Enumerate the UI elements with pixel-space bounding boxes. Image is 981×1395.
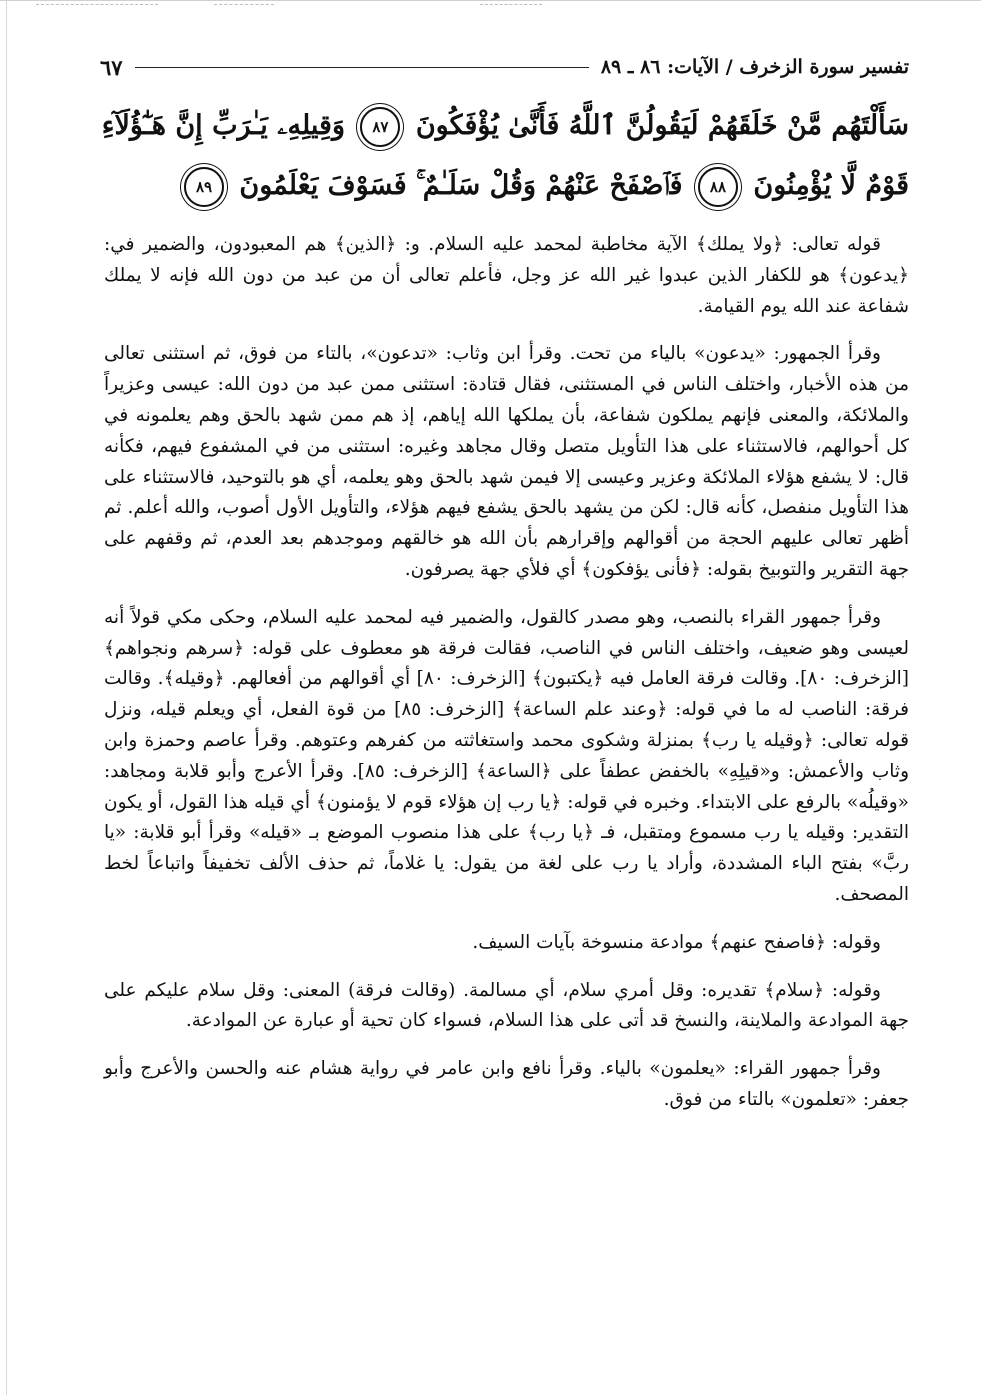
ayah-number-87: ٨٧ <box>360 107 400 147</box>
paragraph-1: قوله تعالى: ﴿ولا يملك﴾ الآية مخاطبة لمحمد عليه السلام. و: ﴿الذين﴾ هم المعبودون، والضمير في: ﴿يدعون﴾ هو للكفار الذين عبدوا غير الله عز وجل، فأعلم تعالى أن من عبد من دون الله فإنه لا يملك شفاعة عند الله يوم القيامة. <box>104 234 909 317</box>
paragraph-2: وقرأ الجمهور: «يدعون» بالياء من تحت. وقرأ ابن وثاب: «تدعون»، بالتاء من فوق، ثم استثنى تعالى من هذه الأخبار، واختلف الناس في المستثنى، فقال قتادة: استثنى ممن عبد من دون الله: عيسى وعزيراً والملائكة، والمعنى فإنهم يملكون شفاعة، بأن يملكها الله إياهم، إذ هم ممن شهد بالحق وهم يعلمونه في كل أحوالهم، فالاستثناء على هذا التأويل متصل وقال مجاهد وغيره: استثنى من في المشفوع فيهم، فكأنه قال: لا يشفع هؤلاء الملائكة وعزير وعيسى إلا فيمن شهد بالحق وهو يعلمه، أي هو بالتوحيد، فالاستثناء على هذا التأويل منفصل، كأنه قال: لكن من يشهد بالحق يشفع فيهم هؤلاء، والتأويل الأول أصوب، والله أعلم. ثم أظهر تعالى عليهم الحجة من أقوالهم وإقرارهم بأن الله هو خالقهم وموجدهم بعد العدم، ثم وقفهم على جهة التقرير والتوبيخ بقوله: ﴿فأنى يؤفكون﴾ أي فلأي جهة يصرفون. <box>104 343 909 580</box>
quran-verses <box>96 96 909 216</box>
header-title: تفسير سورة الزخرف / الآيات: ٨٦ ـ ٨٩ <box>600 56 909 78</box>
scan-top-edge <box>0 0 981 1</box>
paragraph-4: وقوله: ﴿فاصفح عنهم﴾ موادعة منسوخة بآيات السيف. <box>472 931 881 953</box>
paragraph-3: وقرأ جمهور القراء بالنصب، وهو مصدر كالقول، والضمير فيه لمحمد عليه السلام، وحكى مكي قولاً أنه لعيسى وهو ضعيف، واختلف الناس في الناصب، فقالت فرقة هو معطوف على قوله: ﴿سرهم ونجواهم﴾ [الزخرف: ٨٠]. وقالت فرقة العامل فيه ﴿يكتبون﴾ [الزخرف: ٨٠] أي أقوالهم من أفعالهم. ﴿وقيله﴾. وقالت فرقة: الناصب له ما في قوله: ﴿وعند علم الساعة﴾ [الزخرف: ٨٥] من قوة الفعل، أي ويعلم قيله، ونزل قوله تعالى: ﴿وقيله يا رب﴾ بمنزلة وشكوى محمد واستغاثته من كفرهم وعتوهم. وقرأ عاصم وحمزة وابن وثاب والأعمش: و«قيلِهِ» بالخفض عطفاً على ﴿الساعة﴾ [الزخرف: ٨٥]. وقرأ الأعرج وأبو قلابة ومجاهد: «وقيلُه» بالرفع على الابتداء. وخبره في قوله: ﴿يا رب إن هؤلاء قوم لا يؤمنون﴾ أي قيله هذا القول، أو يكون التقدير: وقيله يا رب مسموع ومتقبل، فـ ﴿يا رب﴾ على هذا منصوب الموضع بـ «قيله» وقرأ أبو قلابة: «يا ربَّ» بفتح الباء المشددة، وأراد يا رب على لغة من يقول: يا غلاماً، ثم حذف الألف تخفيفاً واتباعاً لخط المصحف. <box>104 606 909 905</box>
verse-87-text: سَأَلْتَهُم مَّنْ خَلَقَهُمْ لَيَقُولُنَّ ٱللَّهُ فَأَنَّىٰ يُؤْفَكُونَ <box>415 110 909 141</box>
scan-dotted-mark <box>480 4 542 5</box>
scan-dotted-mark <box>36 4 158 5</box>
verse-88-text: وَقِيلِهِۦ يَـٰرَبِّ إِنَّ هَـٰٓؤُلَآءِ قَوْمٌ لَّا يُؤْمِنُونَ <box>101 110 909 201</box>
ayah-number-88: ٨٨ <box>698 167 738 207</box>
scan-dotted-mark <box>214 4 274 5</box>
ayah-number-89: ٨٩ <box>184 167 224 207</box>
commentary-text <box>104 230 909 1127</box>
verse-89-text: فَٱصْفَحْ عَنْهُمْ وَقُلْ سَلَـٰمٌ ۚ فَسَوْفَ يَعْلَمُونَ <box>239 170 683 201</box>
paragraph-5: وقوله: ﴿سلام﴾ تقديره: وقل أمري سلام، أي مسالمة. (وقالت فرقة) المعنى: وقل سلام عليكم على جهة الموادعة والملاينة، والنسخ قد أتى على هذا السلام، فسواء كان تحية أو عبارة عن الموادعة. <box>104 979 909 1032</box>
page-number: ٦٧ <box>100 54 123 80</box>
running-header <box>100 50 909 84</box>
paragraph-6: وقرأ جمهور القراء: «يعلمون» بالياء. وقرأ نافع وابن عامر في رواية هشام عنه والحسن والأعرج وأبو جعفر: «تعلمون» بالتاء من فوق. <box>104 1058 909 1110</box>
scan-left-edge <box>6 0 7 1395</box>
header-rule <box>135 67 589 68</box>
